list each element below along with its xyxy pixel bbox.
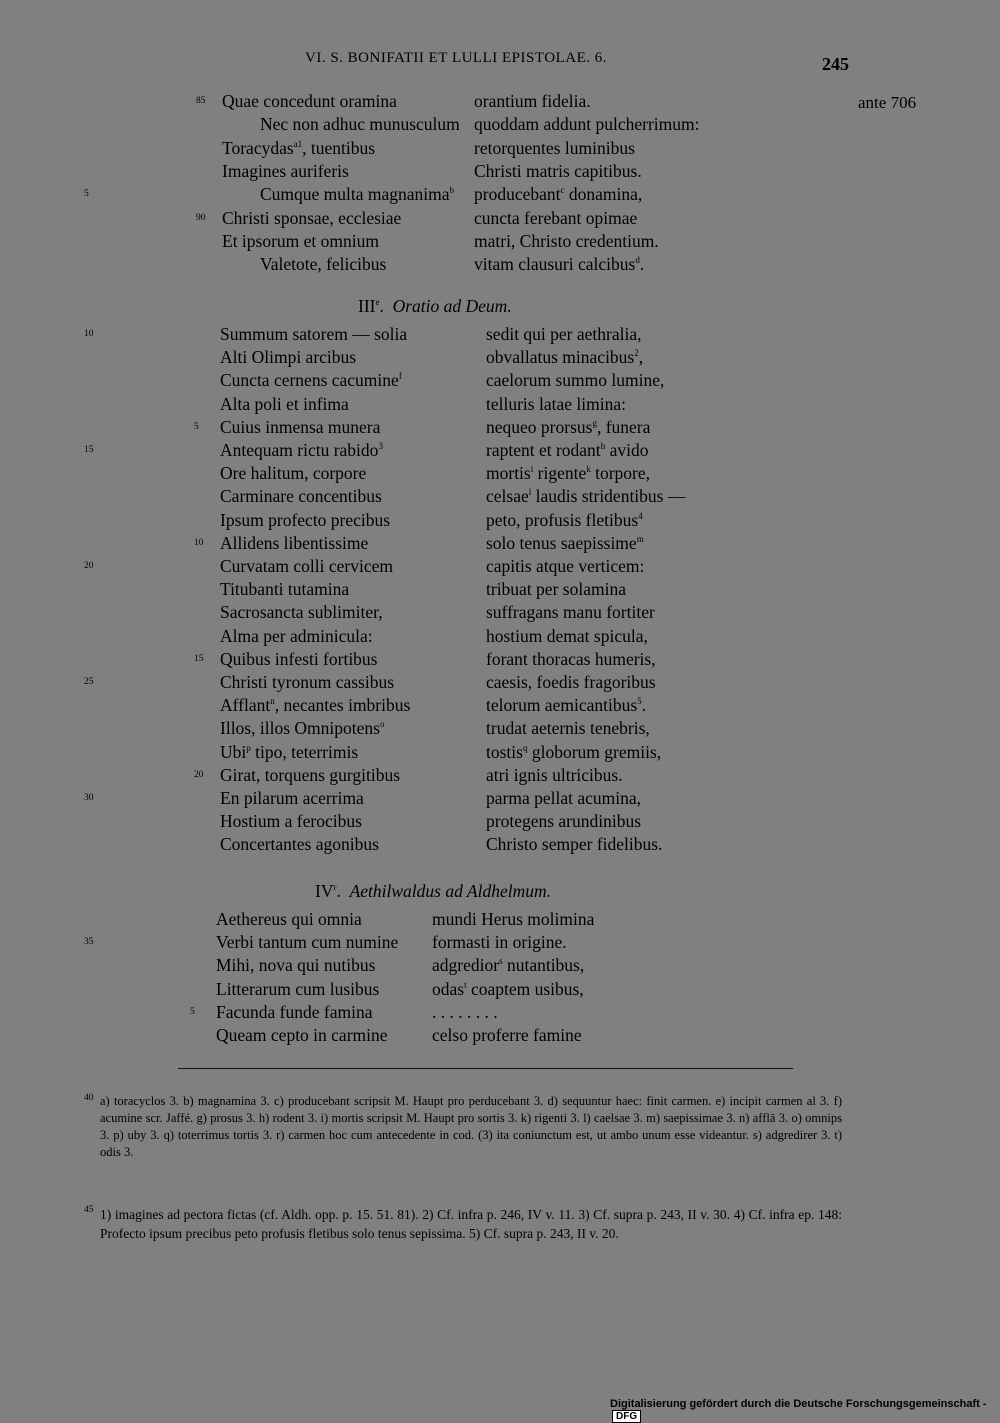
verse-first-half: Illos, illos Omnipotens$^o$ (220, 718, 385, 739)
verse-second-half: . . . . . . . . (432, 1001, 498, 1022)
verse-second-half: cuncta ferebant opimae (474, 207, 638, 228)
footnote-line-number: 40 (84, 1093, 94, 1103)
verse-second-half: trudat aeternis tenebris, (486, 718, 650, 739)
verse-first-half: Ipsum profecto precibus (220, 509, 391, 530)
verse-line (216, 955, 916, 978)
verse-line (222, 231, 922, 254)
heading-poem-iv: $IV^r$. Aethilwaldus ad Aldhelmum. (315, 881, 551, 901)
verse-number: 10 (194, 537, 204, 548)
verse-second-half: protegens arundinibus (486, 811, 642, 832)
verse-line (260, 114, 960, 137)
verse-first-half: Queam cepto in carmine (216, 1025, 388, 1045)
verse-first-half: Carminare concentibus (220, 486, 382, 507)
verse-first-half: Quibus infesti fortibus (220, 648, 378, 669)
verse-first-half: Valetote, felicibus (260, 254, 387, 275)
line-number: 20 (84, 561, 94, 571)
verse-first-half: Christi tyronum cassibus (220, 672, 395, 692)
verse-first-half: Imagines auriferis (222, 160, 349, 181)
verse-line (220, 533, 920, 556)
verse-first-half: Summum satorem — solia (220, 324, 408, 344)
source-notes (100, 1205, 842, 1243)
footnote-line-number: 45 (84, 1205, 94, 1215)
verse-second-half: matri, Christo credentium. (474, 230, 659, 251)
verse-first-half: Curvatam colli cervicem (220, 556, 393, 576)
verse-second-half: sedit qui per aethralia, (486, 324, 642, 344)
heading-numeral: IV (315, 881, 334, 901)
verse-second-half: mundi Herus molimina (432, 909, 595, 929)
verse-line (220, 718, 920, 741)
critical-apparatus (100, 1093, 842, 1161)
verse-second-half: mortis$^i$ rigente$^k$ torpore, (486, 463, 651, 484)
verse-first-half: Hostium a ferocibus (220, 811, 362, 832)
verse-first-half: Nec non adhuc munusculum (260, 114, 460, 135)
verse-second-half: odas$^t$ coaptem usibus, (432, 978, 584, 999)
verse-second-half: Christi matris capitibus. (474, 160, 642, 181)
verse-line (220, 463, 920, 486)
verse-first-half: Toracydas$^{a1}$, tuentibus (222, 137, 376, 158)
verse-line (216, 932, 916, 955)
verse-second-half: parma pellat acumina, (486, 788, 641, 808)
verse-number: 20 (194, 769, 204, 780)
verse-line (220, 649, 920, 672)
verse-first-half: Allidens libentissime (220, 532, 369, 553)
verse-first-half: Quae concedunt oramina (222, 91, 397, 111)
footnote-rule (178, 1068, 793, 1069)
verse-first-half: Concertantes agonibus (220, 834, 379, 855)
credit-text: Digitalisierung gefördert durch die Deutsche Forschungsgemeinschaft - (610, 1398, 987, 1410)
verse-line (220, 417, 920, 440)
verse-line (220, 811, 920, 834)
verse-first-half: Cuius inmensa munera (220, 416, 381, 437)
verse-line (220, 834, 920, 857)
verse-first-half: Ubi$^p$ tipo, teterrimis (220, 741, 359, 762)
line-number: 10 (84, 329, 94, 339)
line-number: 30 (84, 793, 94, 803)
verse-first-half: Litterarum cum lusibus (216, 978, 380, 999)
verse-number: 90 (196, 212, 206, 223)
verse-second-half: retorquentes luminibus (474, 137, 635, 158)
verse-second-half: forant thoracas humeris, (486, 648, 656, 669)
verse-first-half: Cuncta cernens cacumine$^f$ (220, 370, 402, 391)
verse-line (220, 510, 920, 533)
verse-line (220, 788, 920, 811)
verse-line (220, 602, 920, 625)
verse-line (220, 742, 920, 765)
verse-first-half: Alma per adminicula: (220, 625, 373, 646)
verse-second-half: formasti in origine. (432, 932, 567, 953)
verse-first-half: Sacrosancta sublimiter, (220, 602, 383, 623)
verse-first-half: Mihi, nova qui nutibus (216, 955, 376, 976)
verse-line (216, 979, 916, 1002)
verse-second-half: suffragans manu fortiter (486, 602, 655, 623)
verse-second-half: telorum aemicantibus$^5$. (486, 695, 647, 716)
page-number: 245 (822, 54, 849, 74)
verse-second-half: obvallatus minacibus$^2$, (486, 347, 644, 368)
verse-second-half: tribuat per solamina (486, 579, 626, 600)
verse-line (216, 1002, 916, 1025)
verse-second-half: solo tenus saepissime$^m$ (486, 532, 644, 553)
verse-line (222, 208, 922, 231)
verse-first-half: Girat, torquens gurgitibus (220, 764, 401, 785)
verse-first-half: Titubanti tutamina (220, 579, 350, 600)
verse-line (216, 1025, 916, 1048)
verse-line (222, 161, 922, 184)
verse-line (220, 347, 920, 370)
verse-second-half: producebant$^c$ donamina, (474, 184, 643, 205)
verse-second-half: quoddam addunt pulcherrimum: (474, 114, 700, 135)
dfg-logo: DFG (612, 1410, 641, 1423)
verse-second-half: raptent et rodant$^h$ avido (486, 440, 649, 460)
verse-first-half: Et ipsorum et omnium (222, 230, 380, 251)
verse-number: 5 (194, 421, 199, 432)
verse-second-half: caesis, foedis fragoribus (486, 672, 656, 692)
date-note: ante 706 (858, 93, 917, 112)
verse-second-half: celsae$^l$ laudis stridentibus — (486, 486, 686, 507)
critical-apparatus-text: a) toracyclos 3. b) magnamina 3. c) producebant scripsit M. Haupt pro perducebant 3. d) sequuntur haec: finit carmen. e) incipit carmen al 3. f) acumine scr. Jaffé. g) prosus 3. h) rodent 3. i) mortis scripsit M. Haupt pro sortis 3. k) rigenti 3. l) caelsae 3. m) saepissimae 3. n) afflā 3. o) omnips 3. p) uby 3. q) toterrimus tortis 3. r) carmen hoc cum antecedente in cod. (3) ita coniunctum est, ut ambo unum esse videantur. s) adgredirer 3. t) odis 3. (100, 1094, 842, 1159)
verse-line (222, 138, 922, 161)
verse-line (220, 394, 920, 417)
digitization-credit (610, 1398, 1000, 1423)
verse-line (220, 626, 920, 649)
verse-first-half: Christi sponsae, ecclesiae (222, 207, 402, 228)
verse-second-half: celso proferre famine (432, 1025, 582, 1045)
line-number: 35 (84, 937, 94, 948)
running-title: VI. S. BONIFATII ET LULLI EPISTOLAE. 6. (305, 50, 607, 66)
verse-line (260, 254, 960, 277)
verse-first-half: Alta poli et infima (220, 393, 349, 414)
verse-first-half: Verbi tantum cum numine (216, 932, 399, 953)
heading-numeral: III (358, 296, 376, 316)
verse-second-half: nequeo prorsus$^g$, funera (486, 416, 651, 437)
verse-line (220, 324, 920, 347)
heading-title: Oratio ad Deum. (392, 296, 512, 316)
verse-line (220, 695, 920, 718)
source-notes-text: 1) imagines ad pectora fictas (cf. Aldh. opp. p. 15. 51. 81). 2) Cf. infra p. 246, IV v. 11. 3) Cf. supra p. 243, II v. 30. 4) Cf. infra ep. 148: Profecto ipsum precibus peto profusis fletibus solo tenus sepissima. 5) Cf. supra p. 243, II v. 20. (100, 1207, 842, 1241)
verse-line (220, 672, 920, 695)
verse-first-half: Ore halitum, corpore (220, 463, 367, 484)
verse-line (222, 91, 922, 114)
verse-number: 15 (194, 653, 204, 664)
verse-number: 85 (196, 96, 206, 106)
verse-first-half: Cumque multa magnanima$^b$ (260, 184, 455, 205)
verse-line (216, 909, 916, 932)
verse-first-half: Facunda funde famina (216, 1001, 373, 1022)
verse-second-half: tostis$^q$ globorum gremiis, (486, 741, 662, 762)
line-number: 5 (84, 189, 89, 200)
verse-second-half: peto, profusis fletibus$^4$ (486, 509, 643, 530)
verse-second-half: capitis atque verticem: (486, 556, 645, 576)
verse-number: 5 (190, 1006, 195, 1017)
verse-line (220, 370, 920, 393)
verse-first-half: Aethereus qui omnia (216, 909, 362, 929)
verse-line (220, 579, 920, 602)
heading-poem-iii: IIIe. Oratio ad Deum. (358, 296, 512, 316)
heading-footnote-mark: r (333, 882, 337, 893)
verse-first-half: Antequam rictu rabido$^3$ (220, 440, 383, 460)
verse-second-half: vitam clausuri calcibus$^d$. (474, 254, 645, 275)
verse-line (220, 556, 920, 579)
verse-second-half: orantium fidelia. (474, 91, 591, 111)
verse-second-half: atri ignis ultricibus. (486, 764, 623, 785)
verse-line (220, 765, 920, 788)
verse-line (260, 184, 960, 207)
verse-line (220, 440, 920, 463)
verse-second-half: hostium demat spicula, (486, 625, 648, 646)
verse-first-half: Afflant$^n$, necantes imbribus (220, 695, 411, 716)
verse-second-half: adgredior$^s$ nutantibus, (432, 955, 585, 976)
verse-line (220, 486, 920, 509)
verse-second-half: telluris latae limina: (486, 393, 626, 414)
line-number: 25 (84, 677, 94, 687)
heading-footnote-mark: e (375, 297, 380, 308)
line-number: 15 (84, 445, 94, 455)
verse-second-half: caelorum summo lumine, (486, 370, 665, 391)
verse-first-half: En pilarum acerrima (220, 788, 364, 808)
verse-first-half: Alti Olimpi arcibus (220, 347, 357, 368)
heading-title: Aethilwaldus ad Aldhelmum. (349, 881, 551, 901)
verse-second-half: Christo semper fidelibus. (486, 834, 663, 855)
